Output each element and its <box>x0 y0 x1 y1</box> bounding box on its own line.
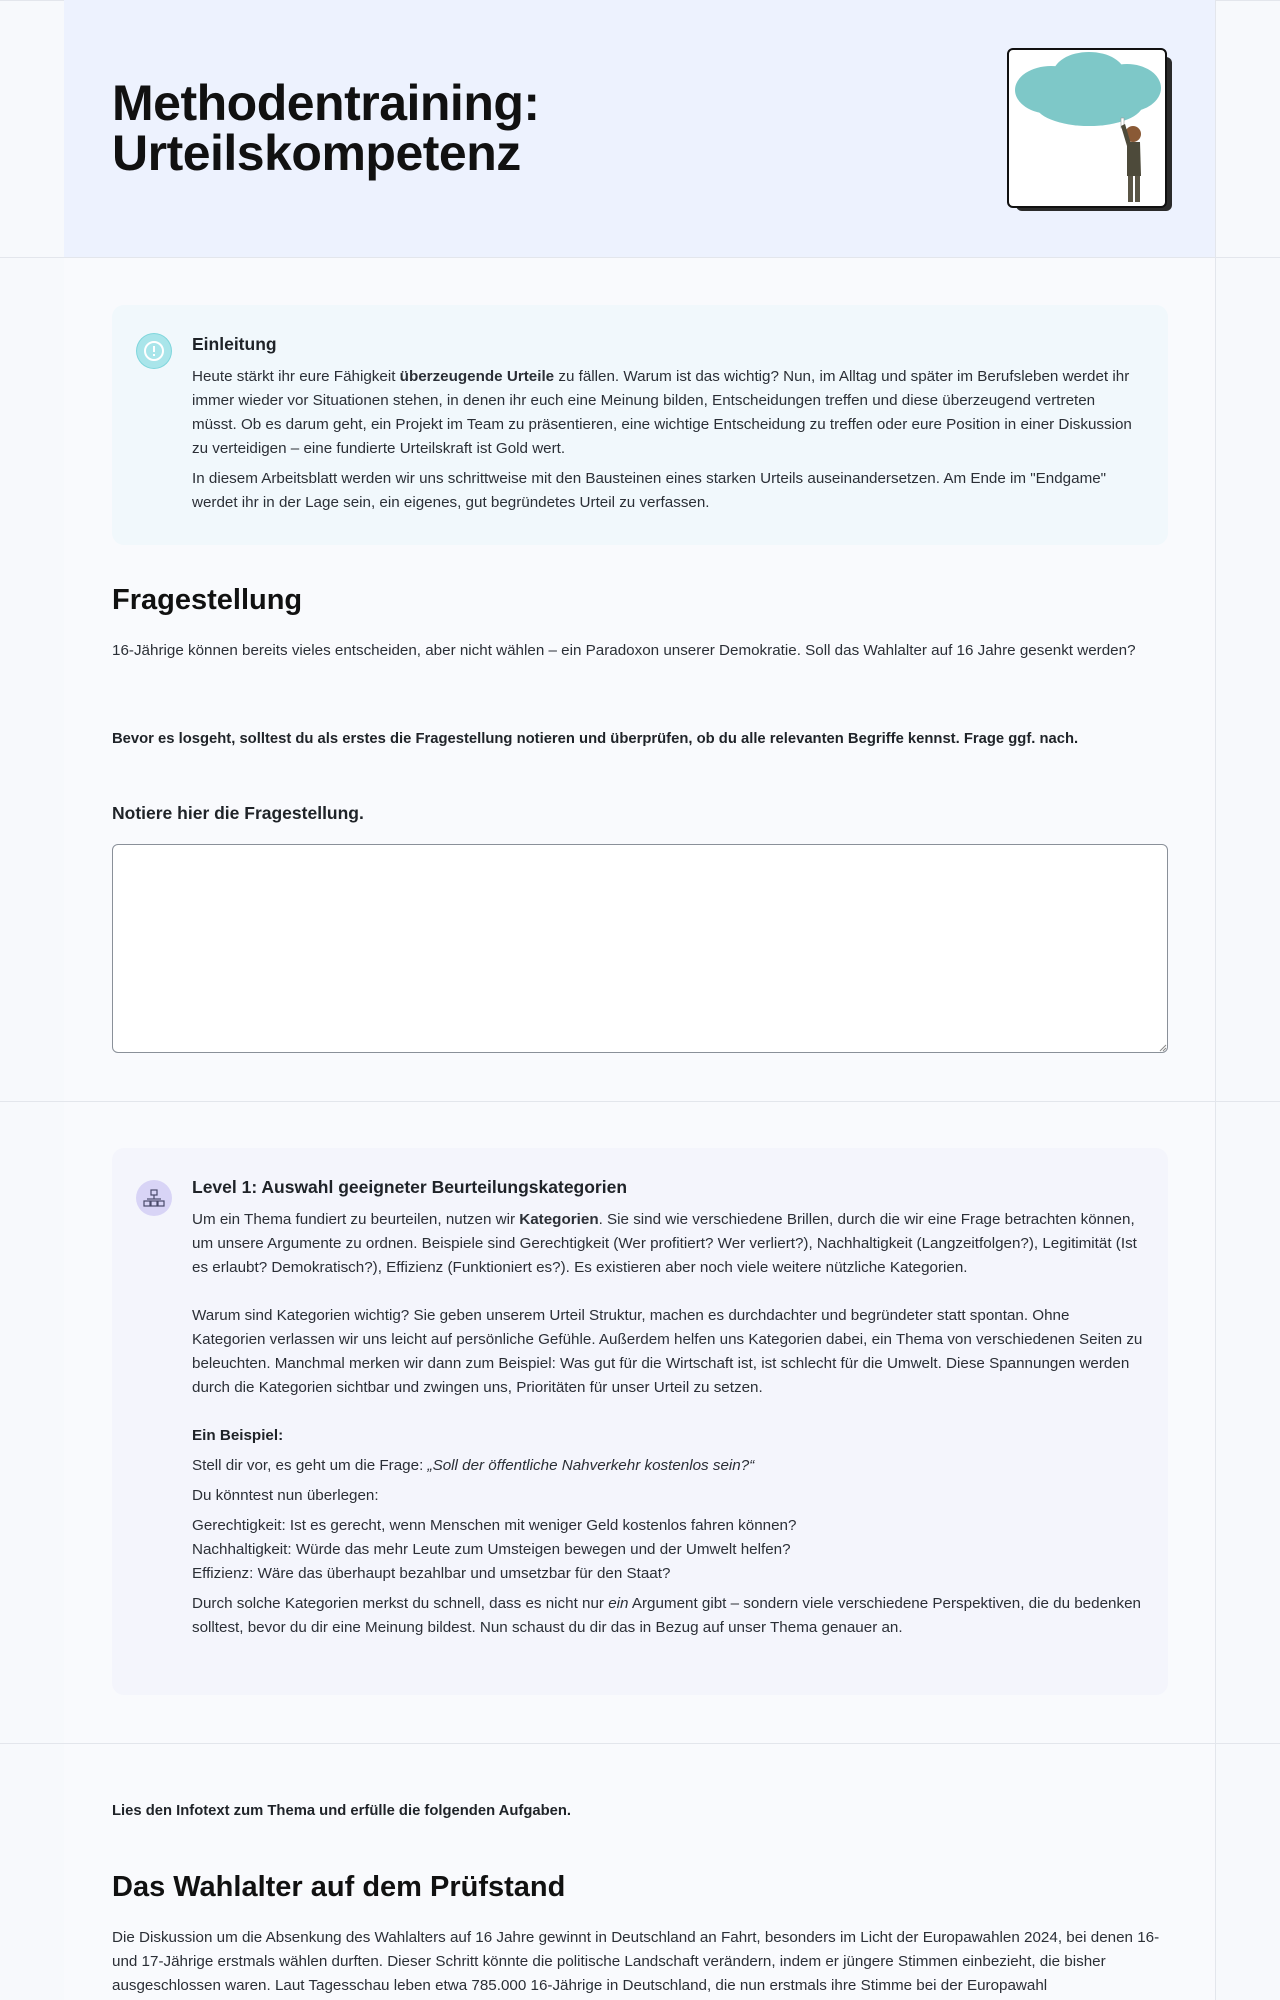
page-header <box>64 0 1215 257</box>
intro-paragraph-1 <box>192 365 1144 461</box>
fragestellung-answer-textarea[interactable] <box>112 844 1168 1053</box>
fragestellung-note-text: Bevor es losgeht, solltest du als erstes die Fragestellung notieren und überprüfen, ob du alle relevanten Begriffe kennst. Frage ggf. nach. <box>112 731 1079 747</box>
thinking-person-cloud-icon <box>1009 50 1165 206</box>
level1-heading: Level 1: Auswahl geeigneter Beurteilungskategorien <box>192 1177 628 1197</box>
example-consider: Du könntest nun überlegen: <box>192 1487 379 1504</box>
level1-outro <box>192 1592 1144 1640</box>
intro-content <box>192 333 1144 521</box>
intro-p1-bold: überzeugende Urteile <box>399 368 555 385</box>
level1-badge <box>136 1180 172 1216</box>
example-question: „Soll der öffentliche Nahverkehr kostenlos sein?“ <box>427 1457 755 1474</box>
level1-card <box>112 1148 1168 1695</box>
fragestellung-task-text: Notiere hier die Fragestellung. <box>112 803 364 823</box>
level1-paragraph-2: Warum sind Kategorien wichtig? Sie geben unserem Urteil Struktur, machen es durchdachter und begründeter statt spontan. Ohne Kategorien verlassen wir uns leicht auf persönliche Gefühle. Außerdem helfen uns Kategorien dabei, ein Thema von verschiedenen Seiten zu beleuchten. Manchmal merken wir dann zum Beispiel: Was gut für die Wirtschaft ist, ist schlecht für die Umwelt. Diese Spannungen werden durch die Kategorien sichtbar und zwingen uns, Prioritäten für unser Urteil zu setzen. <box>192 1307 1143 1396</box>
fragestellung-task <box>112 802 364 824</box>
level1-outro-after: Argument gibt – sondern viele verschiedene Perspektiven, die du bedenken solltest, bevor du dir eine Meinung bildest. Nun schaust du dir das in Bezug auf unser Thema genauer an. <box>192 1595 1141 1636</box>
example-list <box>192 1514 1144 1586</box>
infotext-note <box>112 1800 1168 1822</box>
fragestellung-question: 16-Jährige können bereits vieles entscheiden, aber nicht wählen – ein Paradoxon unserer Demokratie. Soll das Wahlalter auf 16 Jahre gesenkt werden? <box>112 642 1136 659</box>
intro-p1-before: Heute stärkt ihr eure Fähigkeit <box>192 368 400 385</box>
grid-line-section-1 <box>0 1101 1280 1102</box>
intro-heading: Einleitung <box>192 334 277 354</box>
intro-p1-after: zu fällen. Warum ist das wichtig? Nun, im Alltag und später im Berufsleben werdet ihr immer wieder vor Situationen stehen, in denen ihr euch eine Meinung bilden, Entscheidungen treffen und diese überzeugend vertreten müsst. Ob es darum geht, ein Projekt im Team zu präsentieren, eine wichtige Entscheidung zu treffen oder eure Position in einer Diskussion zu verteidigen – eine fundierte Urteilskraft ist Gold wert. <box>192 368 1132 457</box>
grid-line-section-2 <box>0 1743 1280 1744</box>
illustration-frame <box>1007 48 1167 208</box>
grid-line-header <box>0 257 1280 258</box>
fragestellung-heading: Fragestellung <box>112 584 303 616</box>
level1-outro-em: ein <box>608 1595 629 1612</box>
intro-badge <box>136 333 172 369</box>
grid-line-right <box>1215 0 1216 2000</box>
infotext-body: Die Diskussion um die Absenkung des Wahlalters auf 16 Jahre gewinnt in Deutschland an Fahrt, besonders im Licht der Europawahlen 2024, bei denen 16- und 17-Jährige erstmals wählen durften. Dieser Schritt könnte die politische Landschaft verändern, indem er jüngere Stimmen einbezieht, die bisher ausgeschlossen waren. Laut Tagesschau leben etwa 785.000 16-Jährige in Deutschland, die nun erstmals ihre Stimme bei der Europawahl <box>112 1929 1160 1994</box>
level1-p1-bold: Kategorien <box>519 1211 599 1228</box>
header-illustration <box>1007 48 1172 211</box>
level1-paragraph-1 <box>192 1208 1144 1280</box>
list-item: Nachhaltigkeit: Würde das mehr Leute zum Umsteigen bewegen und der Umwelt helfen? <box>192 1541 791 1558</box>
level1-p1-before: Um ein Thema fundiert zu beurteilen, nutzen wir <box>192 1211 520 1228</box>
example-label <box>192 1424 1144 1448</box>
resize-grip-icon[interactable] <box>1159 1044 1167 1052</box>
intro-paragraph-2: In diesem Arbeitsblatt werden wir uns schrittweise mit den Bausteinen eines starken Urteils auseinandersetzen. Am Ende im "Endgame" werdet ihr in der Lage sein, ein eigenes, gut begründetes Urteil zu verfassen. <box>192 470 1107 511</box>
list-item: Effizienz: Wäre das überhaupt bezahlbar und umsetzbar für den Staat? <box>192 1565 671 1582</box>
level1-content <box>192 1176 1144 1646</box>
page-title-line-1: Methodentraining: <box>112 75 540 131</box>
level1-outro-before: Durch solche Kategorien merkst du schnell, dass es nicht nur <box>192 1595 609 1612</box>
example-intro <box>192 1454 1144 1478</box>
infotext-heading: Das Wahlalter auf dem Prüfstand <box>112 1871 566 1903</box>
exclamation-circle-icon <box>136 333 172 369</box>
hierarchy-icon <box>136 1180 172 1216</box>
list-item: Gerechtigkeit: Ist es gerecht, wenn Menschen mit weniger Geld kostenlos fahren können? <box>192 1517 797 1534</box>
page-title-line-2: Urteilskompetenz <box>112 125 521 181</box>
example-intro-text: Stell dir vor, es geht um die Frage: <box>192 1457 428 1474</box>
example-label-text: Ein Beispiel: <box>192 1427 284 1444</box>
infotext-note-text: Lies den Infotext zum Thema und erfülle die folgenden Aufgaben. <box>112 1803 572 1819</box>
level1-p1-after: . Sie sind wie verschiedene Brillen, durch die wir eine Frage betrachten können, um unsere Argumente zu ordnen. Beispiele sind Gerechtigkeit (Wer profitiert? Wer verliert?), Nachhaltigkeit (Langzeitfolgen?), Legitimität (Ist es erlaubt? Demokratisch?), Effizienz (Funktioniert es?). Es existieren aber noch viele weitere nützliche Kategorien. <box>192 1211 1137 1276</box>
intro-card <box>112 305 1168 545</box>
page-title <box>112 75 540 181</box>
fragestellung-note <box>112 728 1168 750</box>
